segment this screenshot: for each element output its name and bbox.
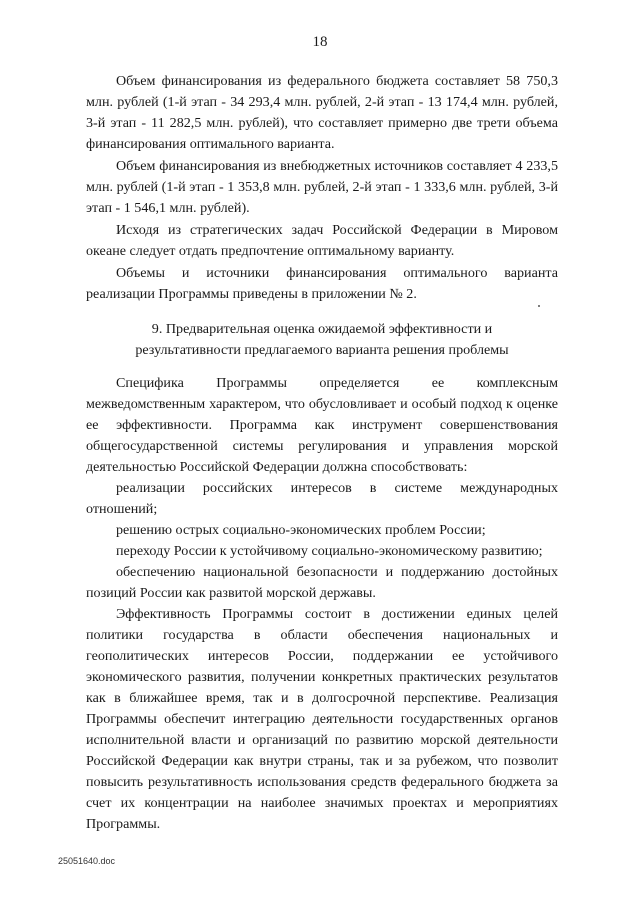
section-heading-line-1: 9. Предварительная оценка ожидаемой эффективности и xyxy=(151,321,493,337)
scan-dot xyxy=(538,305,540,307)
paragraph-list-item-interests: реализации российских интересов в системе международных отношений; xyxy=(86,480,558,517)
section-heading xyxy=(86,319,558,361)
paragraph-program-specifics: Специфика Программы определяется ее комплексным межведомственным характером, что обусловливает и особый подход к оценке ее эффективности. Программа как инструмент совершенствования общегосударственной системы регулирования и управления морской деятельностью Российской Федерации должна способствовать: xyxy=(86,375,558,475)
paragraph-program-effectiveness: Эффективность Программы состоит в достижении единых целей политики государства в области обеспечения национальных и геополитических интересов России, поддержании ее устойчивого экономического развития, получении конкретных практических результатов как в ближайшее время, так и в долгосрочной перспективе. Реализация Программы обеспечит интеграцию деятельности государственных органов исполнительной власти и организаций по развитию морской деятельности Российской Федерации как внутри страны, так и за рубежом, что позволит повысить результативность использования средств федерального бюджета за счет их концентрации на наиболее значимых проектах и мероприятиях Программы. xyxy=(86,606,558,832)
section-paragraphs xyxy=(86,373,558,835)
paragraph-appendix-reference: Объемы и источники финансирования оптимального варианта реализации Программы приведены в приложении № 2. xyxy=(86,265,558,302)
paragraph-extrabudgetary: Объем финансирования из внебюджетных источников составляет 4 233,5 млн. рублей (1-й этап - 1 353,8 млн. рублей, 2-й этап - 1 333,6 млн. рублей, 3-й этап - 1 546,1 млн. рублей). xyxy=(86,158,558,216)
paragraph-strategic-choice: Исходя из стратегических задач Российской Федерации в Мировом океане следует отдать предпочтение оптимальному варианту. xyxy=(86,222,558,259)
paragraph-list-item-problems: решению острых социально-экономических проблем России; xyxy=(116,522,486,538)
paragraph-list-item-security: обеспечению национальной безопасности и поддержанию достойных позиций России как развитой морской державы. xyxy=(86,564,558,601)
page-number: 18 xyxy=(312,34,328,50)
section-heading-line-2: результативности предлагаемого варианта решения проблемы xyxy=(135,342,509,358)
paragraph-federal-budget: Объем финансирования из федерального бюджета составляет 58 750,3 млн. рублей (1-й этап - 34 293,4 млн. рублей, 2-й этап - 13 174,4 млн. рублей, 3-й этап - 11 282,5 млн. рублей), что составляет примерно две трети объема финансирования оптимального варианта. xyxy=(86,73,558,152)
footer-filename: 25051640.doc xyxy=(58,856,116,866)
paragraph-list-item-development: переходу России к устойчивому социально-экономическому развитию; xyxy=(116,543,543,559)
financing-paragraphs xyxy=(86,71,558,305)
